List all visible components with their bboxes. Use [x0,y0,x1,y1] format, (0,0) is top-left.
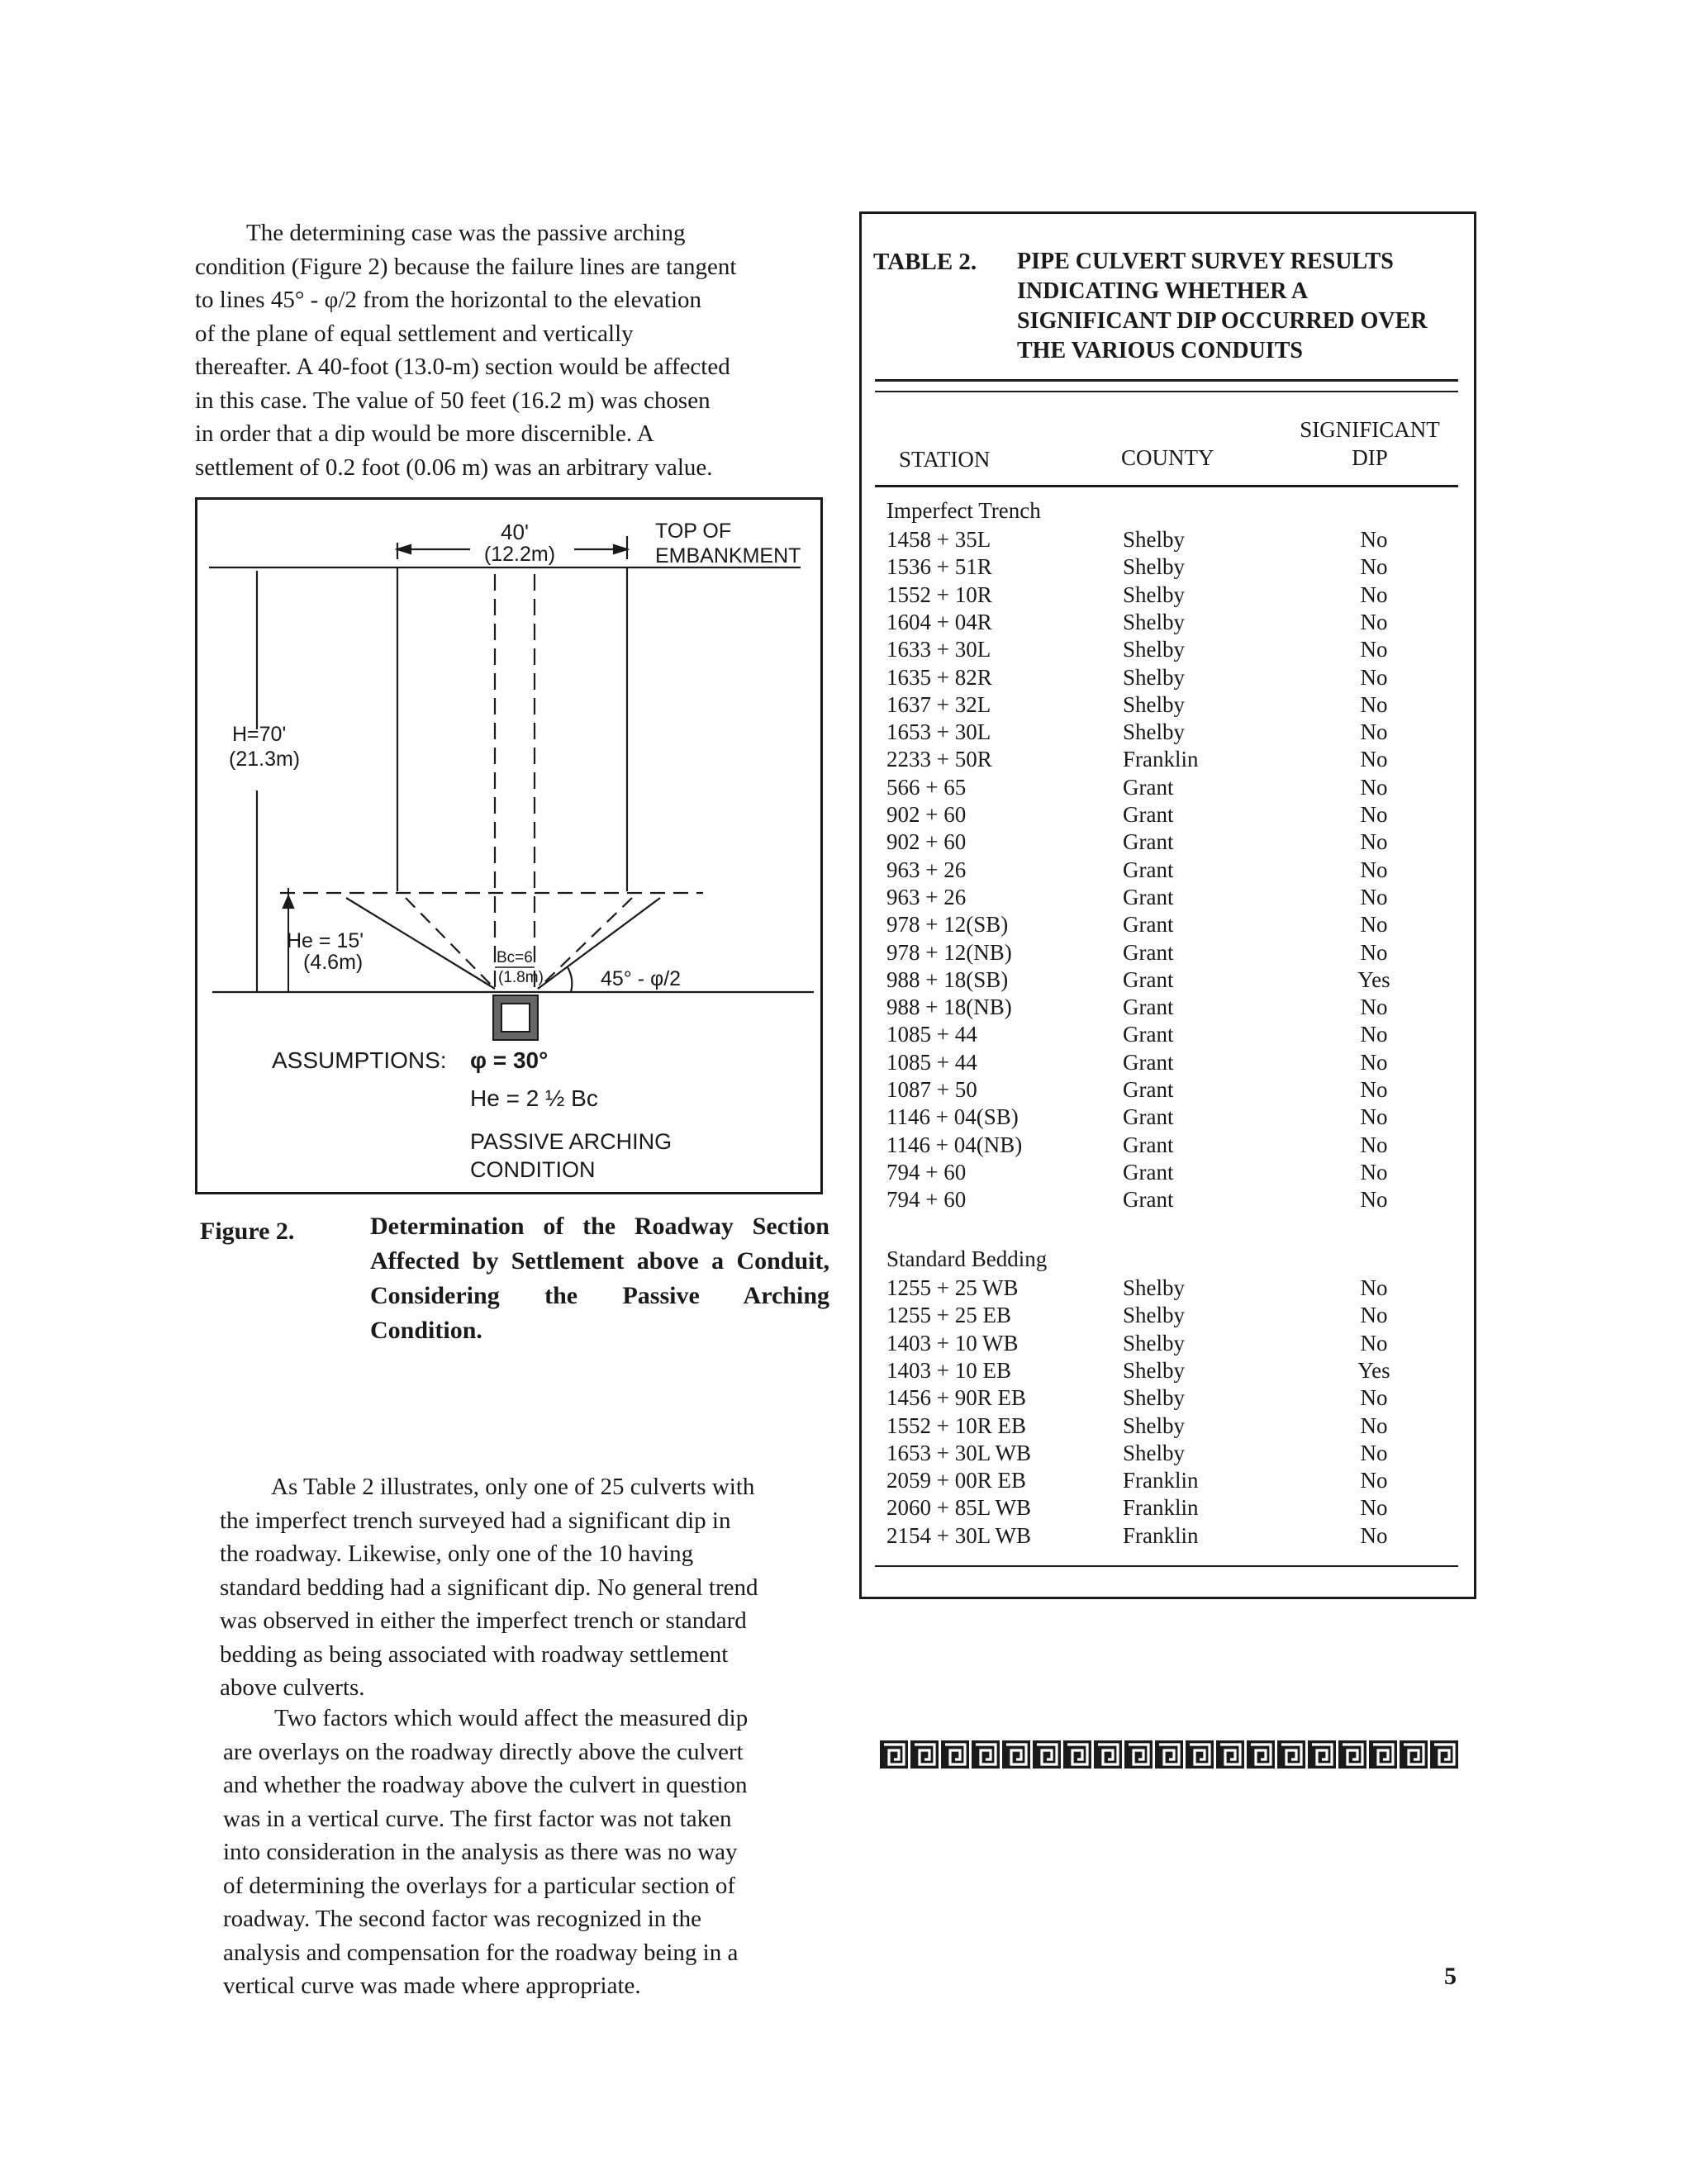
county-cell: Franklin [1123,747,1199,772]
station-cell: 566 + 65 [886,774,967,800]
table-row [862,1302,1473,1329]
table-row [862,1049,1473,1076]
county-cell: Shelby [1123,1440,1186,1465]
county-cell: Franklin [1123,1522,1199,1548]
county-cell: Grant [1123,995,1174,1020]
height-label-metric: (21.3m) [229,748,301,771]
text-line: condition (Figure 2) because the failure lines are tangent [195,253,737,280]
bc-label-metric: (1.8m) [498,969,544,986]
county-cell: Shelby [1123,1385,1186,1411]
table-row [862,1021,1473,1048]
table-row [862,828,1473,856]
height-label: H=70' [232,723,287,746]
table-row [862,801,1473,828]
assumption-phi: φ = 30° [470,1047,549,1073]
text-line: was observed in either the imperfect trench or standard [220,1607,747,1634]
station-cell: 2060 + 85L WB [886,1495,1031,1521]
county-cell: Shelby [1123,527,1186,552]
station-cell: 2233 + 50R [886,747,992,772]
arrow-left-icon [397,545,411,553]
station-cell: 2154 + 30L WB [886,1522,1031,1548]
text-line: in this case. The value of 50 feet (16.2 m) was chosen [195,387,711,414]
greek-key-icon [1033,1740,1061,1769]
column-header-county: COUNTY [1121,445,1214,470]
dip-cell: No [1360,1159,1388,1185]
dip-cell: No [1360,857,1388,882]
text-line: in order that a dip would be more discernible. A [195,420,654,447]
station-cell: 1637 + 32L [886,691,991,717]
table-row [862,1330,1473,1357]
county-cell: Grant [1123,802,1174,827]
dip-cell: No [1360,554,1388,580]
dip-cell: No [1360,1385,1388,1411]
table-row [862,1104,1473,1131]
county-cell: Grant [1123,884,1174,909]
section-title-standard-bedding: Standard Bedding [886,1246,1048,1271]
table-row [862,1467,1473,1494]
table-row [862,582,1473,609]
table-row [862,911,1473,938]
dip-cell: No [1360,1187,1388,1213]
culvert-arching-diagram [197,500,825,1197]
dip-cell: No [1360,1077,1388,1102]
greek-key-icon [1400,1740,1428,1769]
assumption-he: He = 2 ½ Bc [470,1085,598,1111]
station-cell: 1403 + 10 WB [886,1330,1019,1356]
paragraph-table-summary [220,1470,856,1705]
county-cell: Grant [1123,829,1174,855]
table-row [862,1440,1473,1467]
county-cell: Shelby [1123,609,1186,634]
assumptions-label: ASSUMPTIONS: [272,1047,447,1073]
table-rule [875,379,1458,382]
width-label: 40' [501,520,529,544]
dip-cell: No [1360,1440,1388,1465]
station-cell: 1403 + 10 EB [886,1357,1011,1383]
text-line: was in a vertical curve. The first factor was not taken [223,1805,732,1832]
station-cell: 794 + 60 [886,1159,967,1185]
text-line: the roadway. Likewise, only one of the 10 having [220,1541,694,1567]
dip-cell: No [1360,1104,1388,1130]
angle-label: 45° - φ/2 [601,967,682,990]
station-cell: 1653 + 30L WB [886,1440,1031,1465]
greek-key-icon [1124,1740,1153,1769]
dip-cell: No [1360,719,1388,745]
county-cell: Shelby [1123,691,1186,717]
text-line: The determining case was the passive arching [246,220,686,246]
table-row [862,1412,1473,1440]
table-row [862,1076,1473,1104]
text-line: to lines 45° - φ/2 from the horizontal to the elevation [195,287,702,313]
he-label-metric: (4.6m) [303,951,364,974]
station-cell: 963 + 26 [886,857,967,882]
table-row [862,1357,1473,1384]
station-cell: 902 + 60 [886,802,967,827]
condition-label: PASSIVE ARCHING [470,1129,673,1154]
county-cell: Grant [1123,1022,1174,1047]
table-row [862,1494,1473,1522]
station-cell: 1085 + 44 [886,1022,977,1047]
table-row [862,994,1473,1021]
text-line: bedding as being associated with roadway settlement [220,1640,729,1668]
dip-cell: No [1360,1412,1388,1438]
bc-label: Bc=6' [497,949,536,966]
station-cell: 1552 + 10R EB [886,1412,1026,1438]
greek-key-icon [1247,1740,1275,1769]
culvert-opening [501,1004,530,1032]
greek-key-icon [880,1740,908,1769]
station-cell: 988 + 18(NB) [886,995,1012,1020]
county-cell: Shelby [1123,1275,1186,1300]
width-label-metric: (12.2m) [483,543,556,566]
county-cell: Shelby [1123,664,1186,690]
text-line: and whether the roadway above the culvert in question [223,1772,748,1798]
greek-key-icon [1002,1740,1030,1769]
greek-key-icon [972,1740,1000,1769]
station-cell: 1146 + 04(SB) [886,1104,1019,1130]
station-cell: 1255 + 25 EB [886,1303,1011,1328]
dip-cell: No [1360,995,1388,1020]
table-row [862,609,1473,636]
text-line: of the plane of equal settlement and vertically [195,320,634,347]
column-header-dip [1291,415,1448,472]
dip-cell: No [1360,1495,1388,1521]
station-cell: 902 + 60 [886,829,967,855]
text-line: Two factors which would affect the measured dip [274,1705,749,1731]
county-cell: Shelby [1123,719,1186,745]
text-line: roadway. The second factor was recognized in the [223,1906,701,1932]
paragraph-passive-arching [195,216,816,484]
text-line: standard bedding had a significant dip. No general trend [220,1574,758,1601]
table-row [862,1186,1473,1213]
greek-key-icon [1094,1740,1122,1769]
dip-cell: No [1360,802,1388,827]
county-cell: Grant [1123,1077,1174,1102]
table-row [862,553,1473,581]
station-cell: 1458 + 35L [886,527,991,552]
table-row [862,1522,1473,1550]
station-cell: 1552 + 10R [886,582,992,607]
county-cell: Grant [1123,857,1174,882]
county-cell: Shelby [1123,1303,1186,1328]
dip-cell: No [1360,664,1388,690]
county-cell: Franklin [1123,1495,1199,1521]
dip-cell: No [1360,691,1388,717]
table-row [862,966,1473,994]
dip-cell: No [1360,1049,1388,1075]
county-cell: Shelby [1123,1330,1186,1356]
text-line: into consideration in the analysis as there was no way [223,1839,738,1865]
table-rule [875,391,1458,392]
station-cell: 963 + 26 [886,884,967,909]
county-cell: Grant [1123,1187,1174,1213]
station-cell: 2059 + 00R EB [886,1468,1026,1493]
text-line: thereafter. A 40-foot (13.0-m) section would be affected [195,354,730,380]
column-header-station: STATION [899,447,991,472]
greek-key-icon [941,1740,969,1769]
dip-cell: No [1360,582,1388,607]
county-cell: Shelby [1123,1412,1186,1438]
greek-key-icon [1155,1740,1183,1769]
dip-cell: No [1360,1132,1388,1157]
dip-cell: No [1360,912,1388,938]
station-cell: 1146 + 04(NB) [886,1132,1023,1157]
greek-key-icon [1216,1740,1244,1769]
table-2 [859,211,1476,1599]
greek-key-icon [1186,1740,1214,1769]
table-row [862,774,1473,801]
county-cell: Grant [1123,912,1174,938]
table-row [862,746,1473,773]
county-cell: Shelby [1123,582,1186,607]
figure-caption-text: Determination of the Roadway Section Affected by Settlement above a Conduit, Considering the Passive Arching Condition. [370,1213,829,1344]
table-row [862,939,1473,966]
top-label: TOP OF [655,520,732,543]
dip-cell: No [1360,637,1388,662]
county-cell: Shelby [1123,1357,1186,1383]
table-row [862,719,1473,746]
station-cell: 1653 + 30L [886,719,991,745]
station-cell: 1635 + 82R [886,664,992,690]
text-line: settlement of 0.2 foot (0.06 m) was an arbitrary value. [195,453,713,481]
dip-cell: Yes [1357,966,1390,992]
condition-label-2: CONDITION [470,1157,596,1182]
dip-cell: No [1360,774,1388,800]
figure-2-diagram [195,497,823,1194]
column-header-dip-line: DIP [1352,445,1388,470]
table-bottom-rule [875,1565,1458,1567]
greek-key-icon [1308,1740,1336,1769]
dip-cell: No [1360,1303,1388,1328]
section-title-imperfect-trench: Imperfect Trench [886,498,1041,523]
text-line: analysis and compensation for the roadway being in a [223,1939,739,1966]
embankment-label: EMBANKMENT [655,544,801,567]
station-cell: 1633 + 30L [886,637,991,662]
station-cell: 978 + 12(NB) [886,939,1012,965]
dip-cell: No [1360,884,1388,909]
column-header-dip-line: SIGNIFICANT [1300,417,1440,442]
county-cell: Shelby [1123,554,1186,580]
angle-arc [568,967,572,992]
table-row [862,1132,1473,1159]
text-line: the imperfect trench surveyed had a significant dip in [220,1507,731,1534]
table-row [862,636,1473,663]
dip-cell: No [1360,1522,1388,1548]
dip-cell: No [1360,1275,1388,1300]
paragraph-factors [223,1702,859,2003]
text-line: above culverts. [220,1674,365,1701]
dip-cell: No [1360,829,1388,855]
text-line: are overlays on the roadway directly above the culvert [223,1738,744,1765]
table-row [862,691,1473,719]
greek-key-icon [1338,1740,1366,1769]
text-line: of determining the overlays for a particular section of [223,1872,736,1899]
table-row [862,1275,1473,1302]
arrow-up-icon [283,896,293,908]
county-cell: Grant [1123,774,1174,800]
figure-caption-number: Figure 2. [200,1218,295,1245]
he-label: He = 15' [287,929,364,952]
station-cell: 794 + 60 [886,1187,967,1213]
county-cell: Grant [1123,939,1174,965]
table-label: TABLE 2. [873,249,977,275]
greek-key-icon [1063,1740,1091,1769]
table-row [862,664,1473,691]
county-cell: Grant [1123,1049,1174,1075]
header-rule [875,485,1458,487]
table-row [862,526,1473,553]
dip-cell: No [1360,609,1388,634]
station-cell: 1604 + 04R [886,609,992,634]
station-cell: 1087 + 50 [886,1077,977,1102]
station-cell: 1085 + 44 [886,1049,977,1075]
text-line: vertical curve was made where appropriate. [223,1973,641,1999]
page-number: 5 [1444,1963,1457,1990]
table-row [862,884,1473,911]
dip-cell: No [1360,1330,1388,1356]
table-title: PIPE CULVERT SURVEY RESULTS INDICATING WHETHER A SIGNIFICANT DIP OCCURRED OVER THE VARIOUS CONDUITS [1017,249,1428,363]
dip-cell: No [1360,1468,1388,1493]
county-cell: Grant [1123,1104,1174,1130]
station-cell: 988 + 18(SB) [886,966,1009,992]
greek-key-icon [1369,1740,1397,1769]
station-cell: 978 + 12(SB) [886,912,1009,938]
greek-key-ornament [879,1738,1474,1771]
station-cell: 1456 + 90R EB [886,1385,1026,1411]
county-cell: Grant [1123,966,1174,992]
greek-key-icon [1430,1740,1458,1769]
table-row [862,857,1473,884]
dip-cell: No [1360,747,1388,772]
arrow-right-icon [614,545,627,553]
failure-line-outer-left [346,898,495,989]
greek-key-icon [1277,1740,1305,1769]
greek-key-icon [910,1740,939,1769]
dip-cell: No [1360,1022,1388,1047]
county-cell: Franklin [1123,1468,1199,1493]
county-cell: Shelby [1123,637,1186,662]
station-cell: 1536 + 51R [886,554,992,580]
station-cell: 1255 + 25 WB [886,1275,1019,1300]
table-row [862,1159,1473,1186]
text-line: As Table 2 illustrates, only one of 25 culverts with [271,1474,755,1500]
dip-cell: Yes [1357,1357,1390,1383]
county-cell: Grant [1123,1159,1174,1185]
dip-cell: No [1360,939,1388,965]
county-cell: Grant [1123,1132,1174,1157]
dip-cell: No [1360,527,1388,552]
table-row [862,1384,1473,1412]
